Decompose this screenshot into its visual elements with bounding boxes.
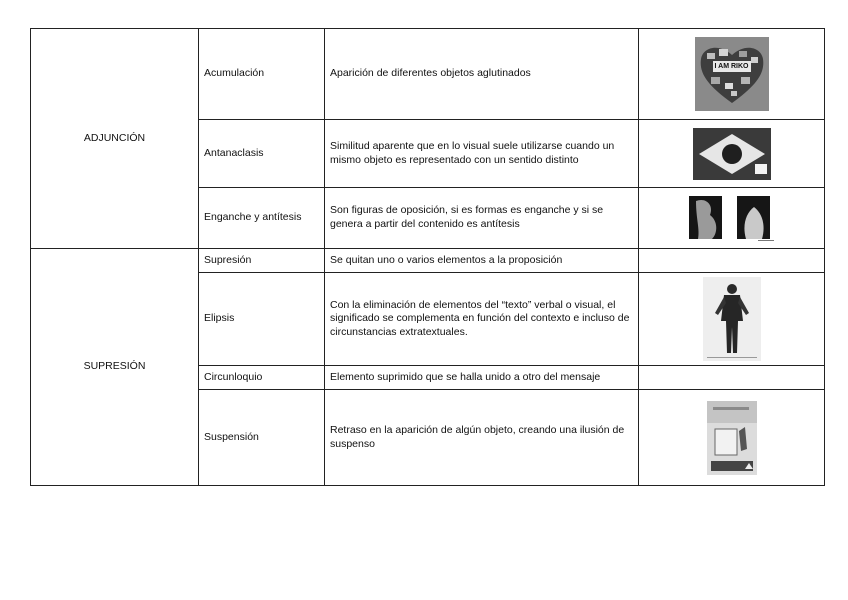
figure-name: Acumulación: [199, 29, 325, 120]
figure-name: Suspensión: [199, 390, 325, 486]
opposition-pair-photos: [688, 193, 776, 243]
standing-figure-photo: [703, 277, 761, 361]
suspense-poster-photo: [707, 401, 757, 475]
figure-description: Se quitan uno o varios elementos a la proposición: [325, 249, 639, 273]
figure-name: Enganche y antítesis: [199, 188, 325, 249]
figure-description: Retraso en la aparición de algún objeto, creando una ilusión de suspenso: [325, 390, 639, 486]
figure-example-image-cell: [639, 273, 825, 366]
category-adjuncion: ADJUNCIÓN: [31, 29, 199, 249]
figure-name: Antanaclasis: [199, 120, 325, 188]
table-row: [31, 249, 825, 273]
figure-example-image-cell: [639, 390, 825, 486]
figure-description: Son figuras de oposición, si es formas es enganche y si se genera a partir del contenido es antítesis: [325, 188, 639, 249]
figure-description: Aparición de diferentes objetos aglutinados: [325, 29, 639, 120]
figure-example-image-cell: [639, 249, 825, 273]
figure-example-image-cell: [639, 29, 825, 120]
flag-diamond-photo: [693, 128, 771, 180]
figure-description: Con la eliminación de elementos del “texto” verbal o visual, el significado se complementa en función del contexto e incluso de circunstancias extratextuales.: [325, 273, 639, 366]
figure-name: Supresión: [199, 249, 325, 273]
figure-description: Elemento suprimido que se halla unido a otro del mensaje: [325, 366, 639, 390]
figure-example-image-cell: [639, 120, 825, 188]
figure-example-image-cell: [639, 188, 825, 249]
category-supresion: SUPRESIÓN: [31, 249, 199, 486]
figure-example-image-cell: [639, 366, 825, 390]
figure-name: Elipsis: [199, 273, 325, 366]
figure-description: Similitud aparente que en lo visual suele utilizarse cuando un mismo objeto es representado con un sentido distinto: [325, 120, 639, 188]
table-row: [31, 29, 825, 120]
heart-collage-caption: I AM RIKO: [714, 63, 749, 70]
rhetorical-figures-table: [30, 28, 825, 486]
figure-name: Circunloquio: [199, 366, 325, 390]
heart-collage-photo: [695, 37, 769, 111]
